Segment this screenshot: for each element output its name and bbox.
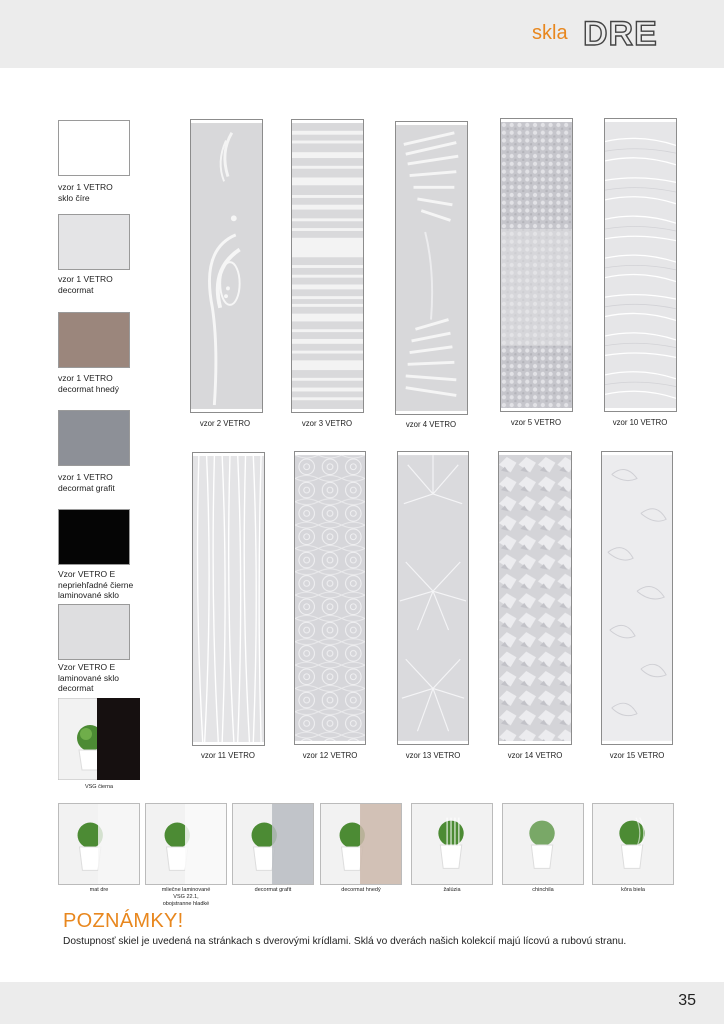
thumb-label: decormat hnedý	[341, 887, 381, 893]
panel-label: vzor 3 VETRO	[301, 419, 353, 428]
notes-text: Dostupnosť skiel je uvedená na stránkach s dverovými krídlami. Sklá vo dverách našich kolekcií majú lícovú a rubovú stranu.	[63, 936, 627, 947]
panel-label: vzor 14 VETRO	[507, 751, 563, 760]
swatch-decormat-brown	[58, 312, 130, 368]
thumb-mat-dre	[58, 803, 140, 885]
glass-panel-vzor-13	[397, 451, 469, 745]
panel-label: vzor 4 VETRO	[405, 420, 457, 429]
thumb-label: kôra biela	[621, 887, 645, 893]
panel-label: vzor 2 VETRO	[199, 419, 251, 428]
panel-label: vzor 15 VETRO	[609, 751, 665, 760]
glass-panel-vzor-3	[291, 119, 364, 413]
swatch-black-laminated	[58, 509, 130, 565]
thumb-kora-biela	[592, 803, 674, 885]
glass-panel-vzor-11	[192, 452, 265, 746]
swatch-decormat	[58, 214, 130, 270]
swatch-label: Vzor VETRO E laminované sklo decormat	[58, 662, 119, 693]
thumb-decormat-graphite	[232, 803, 314, 885]
panel-label: vzor 13 VETRO	[405, 751, 461, 760]
glass-panel-vzor-4	[395, 121, 468, 415]
brand-word: skla	[532, 22, 568, 44]
glass-panel-vzor-10	[604, 118, 677, 412]
thumb-chinchila	[502, 803, 584, 885]
glass-panel-vzor-15	[601, 451, 673, 745]
dre-logo	[581, 15, 675, 49]
glass-panel-vzor-5	[500, 118, 573, 412]
footer-band	[0, 982, 724, 1024]
swatch-laminated-decormat	[58, 604, 130, 660]
swatch-label: vzor 1 VETRO sklo číre	[58, 182, 113, 203]
vsg-photo	[58, 698, 140, 780]
panel-label: vzor 5 VETRO	[510, 418, 562, 427]
panel-label: vzor 11 VETRO	[200, 751, 255, 760]
vsg-label: VSG čierna	[84, 784, 114, 790]
swatch-decormat-graphite	[58, 410, 130, 466]
swatch-clear	[58, 120, 130, 176]
thumb-label: chinchila	[532, 887, 554, 893]
thumb-label: žalúzia	[443, 887, 461, 893]
thumb-decormat-brown	[320, 803, 402, 885]
thumb-zaluzia	[411, 803, 493, 885]
svg-text:DRE: DRE	[583, 15, 658, 49]
thumb-label: decormat grafit	[254, 887, 292, 893]
swatch-label: vzor 1 VETRO decormat	[58, 274, 113, 295]
thumb-milky-laminated	[145, 803, 227, 885]
page-number: 35	[678, 992, 696, 1009]
panel-label: vzor 12 VETRO	[302, 751, 358, 760]
glass-panel-vzor-2	[190, 119, 263, 413]
glass-panel-vzor-14	[498, 451, 572, 745]
swatch-label: Vzor VETRO E nepriehľadné čierne laminované sklo	[58, 569, 134, 600]
swatch-label: vzor 1 VETRO decormat grafit	[58, 472, 115, 493]
swatch-label: vzor 1 VETRO decormat hnedý	[58, 373, 119, 394]
glass-panel-vzor-12	[294, 451, 366, 745]
thumb-label: mat dre	[89, 887, 109, 893]
thumb-label: mliečne laminované VSG 22.1, obojstranne hladké	[161, 887, 211, 907]
notes-title: POZNÁMKY!	[63, 910, 184, 932]
panel-label: vzor 10 VETRO	[612, 418, 668, 427]
